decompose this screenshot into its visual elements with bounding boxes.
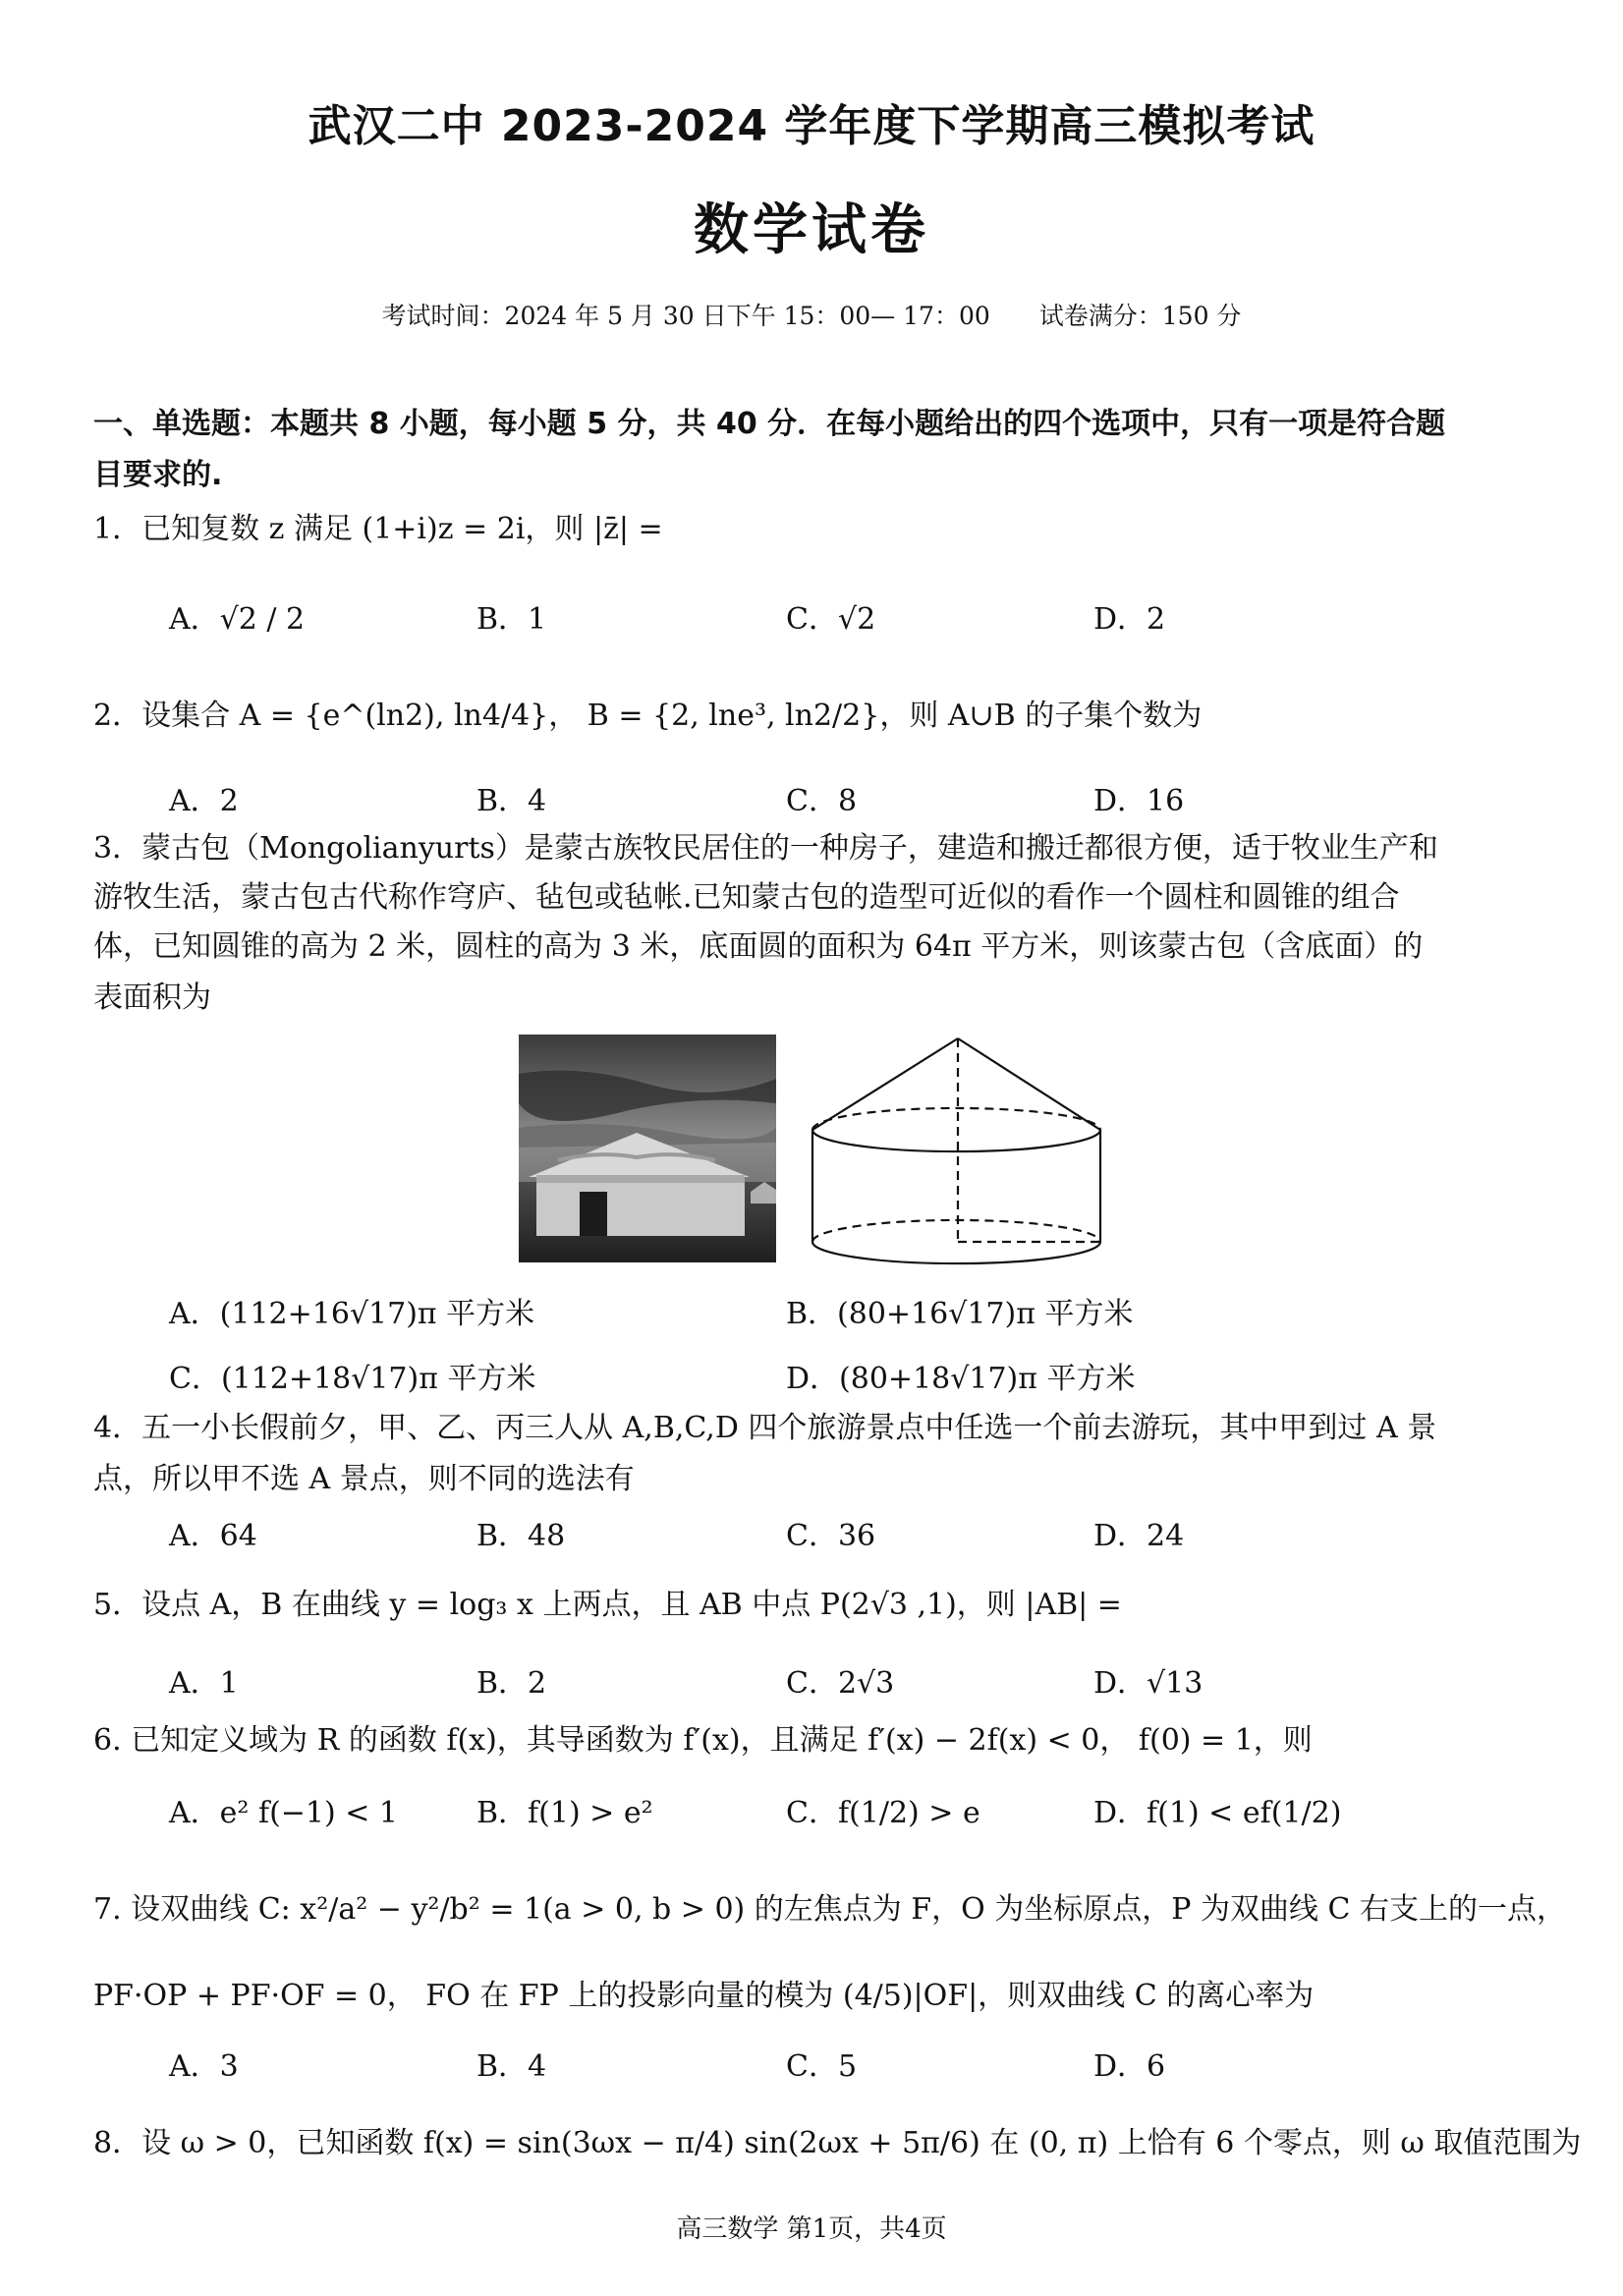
question-5-option-c: C．2√3 — [786, 1666, 895, 1701]
question-4-line-2: 点，所以甲不选 A 景点，则不同的选法有 — [93, 1462, 635, 1496]
yurt-photo-icon — [519, 1035, 776, 1262]
question-7-option-a: A．3 — [169, 2049, 239, 2084]
question-1-option-b: B．1 — [476, 602, 547, 637]
section-heading-line2: 目要求的. — [93, 458, 223, 492]
question-5-stem: 5．设点 A，B 在曲线 y = log₃ x 上两点，且 AB 中点 P(2√3 ,1)，则 |AB| = — [93, 1588, 1122, 1622]
question-4-option-c: C．36 — [786, 1519, 876, 1553]
question-6-option-c: C．f(1/2) > e — [786, 1796, 980, 1830]
question-6-option-d: D．f(1) < ef(1/2) — [1093, 1796, 1342, 1830]
question-6-option-b: B．f(1) > e² — [476, 1796, 653, 1830]
question-4-line-1: 4．五一小长假前夕，甲、乙、丙三人从 A,B,C,D 四个旅游景点中任选一个前去游玩，其中甲到过 A 景 — [93, 1411, 1437, 1445]
question-2-option-d: D．16 — [1093, 784, 1185, 818]
question-3-option-d: D．(80+18√17)π 平方米 — [786, 1362, 1136, 1396]
question-3-line-4: 表面积为 — [93, 980, 211, 1015]
question-7-option-b: B．4 — [476, 2049, 547, 2084]
question-2-option-b: B．4 — [476, 784, 547, 818]
cone-cylinder-diagram-icon — [808, 1034, 1102, 1269]
question-7-line-2: PF·OP + PF·OF = 0， FO 在 FP 上的投影向量的模为 (4/5)|OF|，则双曲线 C 的离心率为 — [93, 1979, 1315, 2013]
question-7-option-d: D．6 — [1093, 2049, 1166, 2084]
question-5-option-b: B．2 — [476, 1666, 547, 1701]
question-6-option-a: A．e² f(−1) < 1 — [169, 1796, 399, 1830]
question-3-option-b: B．(80+16√17)π 平方米 — [786, 1297, 1134, 1331]
question-2-option-a: A．2 — [169, 784, 239, 818]
question-6-stem: 6. 已知定义域为 R 的函数 f(x)，其导函数为 f′(x)，且满足 f′(x) − 2f(x) < 0， f(0) = 1，则 — [93, 1723, 1313, 1758]
question-1-option-a: A．√2 / 2 — [169, 602, 306, 637]
section-heading-line1: 一、单选题：本题共 8 小题，每小题 5 分，共 40 分．在每小题给出的四个选项中，只有一项是符合题 — [93, 407, 1446, 441]
question-1-option-c: C．√2 — [786, 602, 876, 637]
exam-title: 武汉二中 2023-2024 学年度下学期高三模拟考试 — [308, 101, 1315, 151]
question-3-line-2: 游牧生活，蒙古包古代称作穹庐、毡包或毡帐.已知蒙古包的造型可近似的看作一个圆柱和圆锥的组合 — [93, 880, 1400, 915]
question-1-option-d: D．2 — [1093, 602, 1166, 637]
question-3-line-3: 体，已知圆锥的高为 2 米，圆柱的高为 3 米，底面圆的面积为 64π 平方米，则该蒙古包（含底面）的 — [93, 929, 1424, 964]
question-3-option-a: A．(112+16√17)π 平方米 — [169, 1297, 535, 1331]
question-7-option-c: C．5 — [786, 2049, 858, 2084]
page-footer: 高三数学 第1页，共4页 — [676, 2214, 947, 2244]
exam-info: 考试时间：2024 年 5 月 30 日下午 15：00— 17：00 试卷满分：150 分 — [381, 302, 1242, 330]
question-4-option-d: D．24 — [1093, 1519, 1185, 1553]
question-8-stem: 8．设 ω > 0，已知函数 f(x) = sin(3ωx − π/4) sin(2ωx + 5π/6) 在 (0, π) 上恰有 6 个零点，则 ω 取值范围为 — [93, 2126, 1582, 2160]
question-2-option-c: C．8 — [786, 784, 858, 818]
question-5-option-a: A．1 — [169, 1666, 239, 1701]
question-7-line-1: 7. 设双曲线 C: x²/a² − y²/b² = 1(a > 0, b > 0) 的左焦点为 F，O 为坐标原点，P 为双曲线 C 右支上的一点， — [93, 1892, 1567, 1927]
question-2-stem: 2．设集合 A = {e^(ln2), ln4/4}， B = {2, lne³, ln2/2}，则 A∪B 的子集个数为 — [93, 699, 1203, 733]
question-4-option-b: B．48 — [476, 1519, 566, 1553]
subject-title: 数学试卷 — [694, 198, 929, 262]
question-1-stem: 1．已知复数 z 满足 (1+i)z = 2i，则 |z̄| = — [93, 512, 663, 546]
question-3-line-1: 3．蒙古包（Mongolianyurts）是蒙古族牧民居住的一种房子，建造和搬迁都很方便，适于牧业生产和 — [93, 831, 1438, 866]
question-4-option-a: A．64 — [169, 1519, 257, 1553]
question-3-option-c: C．(112+18√17)π 平方米 — [169, 1362, 536, 1396]
question-5-option-d: D．√13 — [1093, 1666, 1203, 1701]
